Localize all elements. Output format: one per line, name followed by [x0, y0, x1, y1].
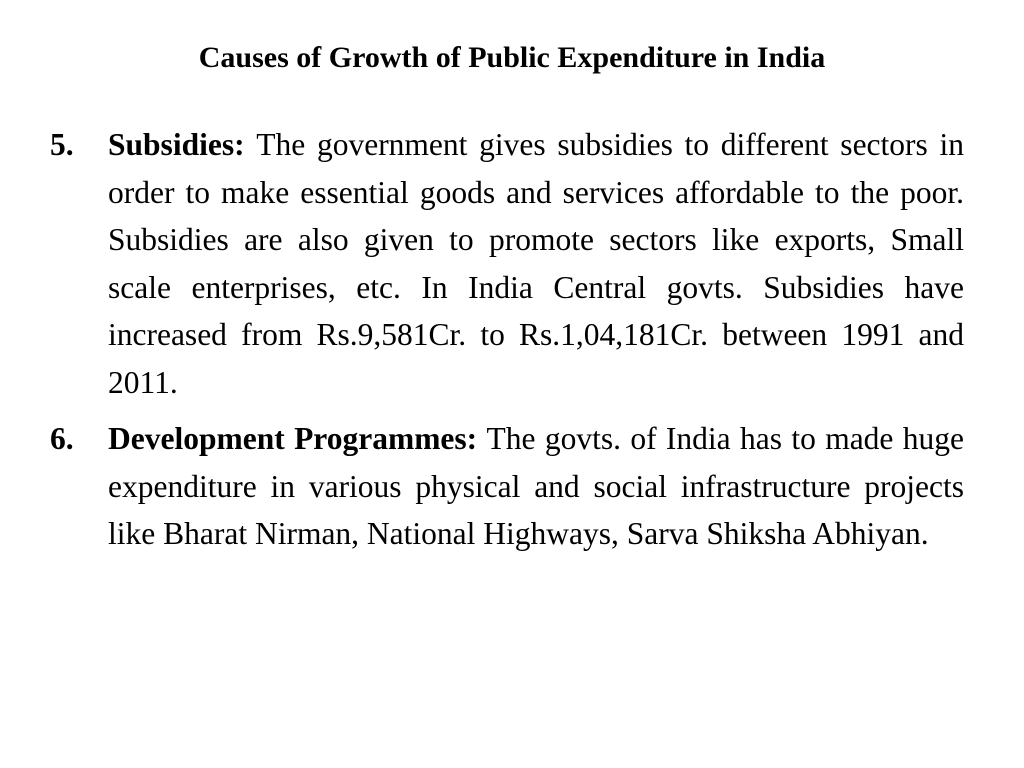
item-number: 6.	[50, 421, 74, 456]
item-number: 5.	[50, 127, 74, 162]
list-item-development-programmes	[50, 415, 964, 558]
slide-title: Causes of Growth of Public Expenditure in India	[198, 41, 826, 74]
item-text: The government gives subsidies to different sectors in order to make essential goods and services affordable to the poor. Subsidies are also given to promote sectors like exports, Small scale enterprises, etc. In India Central govts. Subsidies have increased from Rs.9,581Cr. to Rs.1,04,181Cr. between 1991 and 2011.	[108, 127, 964, 400]
item-term: Subsidies:	[108, 127, 257, 162]
bullet-list	[50, 121, 964, 567]
list-item-subsidies	[50, 121, 964, 406]
item-text: The govts. of India has to made huge expenditure in various physical and social infrastructure projects like Bharat Nirman, National Highways, Sarva Shiksha Abhiyan.	[108, 421, 964, 551]
item-term: Development Programmes:	[108, 421, 487, 456]
